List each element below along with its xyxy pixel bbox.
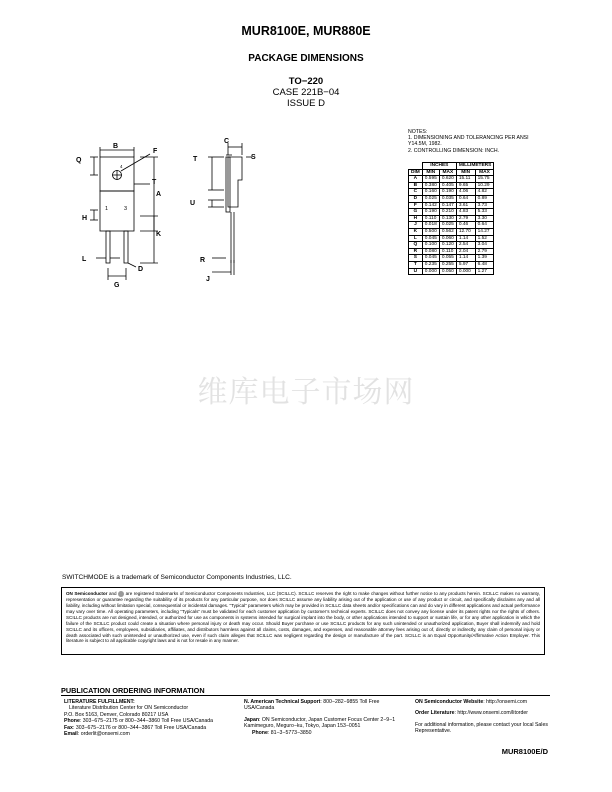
dim-value: 5.33	[475, 209, 494, 216]
lit-fax-label: Fax	[64, 724, 73, 731]
dim-letter: H	[409, 215, 423, 222]
table-row	[409, 248, 494, 255]
header-blank	[409, 163, 423, 170]
dim-letter: L	[409, 235, 423, 242]
dim-letter: C	[409, 189, 423, 196]
na-support: : 800−282−9855 Toll Free USA/Canada	[244, 699, 380, 712]
dim-value: 3.73	[475, 202, 494, 209]
dim-value: 0.160	[422, 189, 439, 196]
package-case: CASE 221B−04	[272, 87, 340, 98]
dim-value: 15.11	[456, 176, 475, 183]
notes	[408, 129, 568, 154]
japan-phone: : 81−3−5773−3850	[267, 729, 312, 736]
website-info	[415, 699, 555, 735]
label-s: S	[251, 154, 256, 161]
label-u: U	[190, 200, 196, 207]
watermark: 维库电子市场网	[197, 375, 415, 410]
dim-letter: B	[409, 182, 423, 189]
table-row	[409, 242, 494, 249]
dim-value: 0.000	[456, 268, 475, 275]
dim-value: 0.46	[456, 222, 475, 229]
table-row	[409, 195, 494, 202]
table-row	[409, 228, 494, 235]
dim-value: 1.14	[456, 235, 475, 242]
pin-3-label: 3	[124, 206, 128, 212]
web-label: ON Semiconductor Website	[415, 699, 484, 705]
column-header: DIM	[409, 169, 423, 176]
order-literature-link[interactable]: : http://www.onsemi.com/litorder	[454, 710, 529, 717]
lit-heading: LITERATURE FULFILLMENT:	[64, 699, 135, 705]
label-l: L	[82, 256, 87, 263]
dim-value: 0.142	[422, 202, 439, 209]
label-g: G	[114, 282, 120, 289]
order-label: Order Literature	[415, 710, 455, 717]
document-title: MUR8100E, MUR880E	[241, 24, 371, 38]
dim-value: 0.210	[439, 209, 456, 216]
label-k: K	[156, 231, 162, 238]
table-row	[409, 222, 494, 229]
literature-fulfillment	[64, 699, 244, 737]
na-label: N. American Technical Support	[244, 699, 321, 705]
japan-phone-label: Phone	[252, 729, 268, 736]
dim-value: 4.82	[475, 189, 494, 196]
package-issue: ISSUE D	[286, 98, 325, 109]
pin-4-label: 4	[120, 164, 123, 169]
dim-value: 0.100	[422, 242, 439, 249]
dim-value: 0.130	[439, 215, 456, 222]
lead-1	[106, 231, 110, 263]
table-body	[409, 176, 494, 275]
dim-value: 0.562	[439, 228, 456, 235]
contact-note: For additional information, please contact your local Sales Representative.	[415, 721, 548, 735]
dim-value: 3.61	[456, 202, 475, 209]
legal-brand: ON Semiconductor	[66, 591, 108, 597]
package-info	[0, 76, 612, 109]
dim-value: 0.235	[422, 261, 439, 268]
header-inches: INCHES	[422, 163, 456, 170]
table-row	[409, 182, 494, 189]
dim-value: 4.06	[456, 189, 475, 196]
note-line: Y14.5M, 1982.	[408, 141, 442, 148]
dim-letter: R	[409, 248, 423, 255]
dim-letter: A	[409, 176, 423, 183]
dim-value: 2.04	[456, 248, 475, 255]
label-b: B	[113, 143, 119, 150]
dim-value: 5.97	[456, 261, 475, 268]
japan-support: : ON Semiconductor, Japan Customer Focus Center 2−9−1 Kamimeguro, Meguro−ku, Tokyo, Japan 153−0051	[244, 716, 396, 730]
dim-value: 3.30	[475, 215, 494, 222]
dim-letter: U	[409, 268, 423, 275]
label-j: J	[206, 276, 210, 283]
dim-value: 1.52	[475, 235, 494, 242]
trademark-notice: SWITCHMODE is a trademark of Semiconductor Components Industries, LLC.	[62, 574, 292, 581]
label-q: Q	[76, 157, 82, 164]
table-header-top	[409, 163, 494, 170]
notes-heading: NOTES:	[408, 129, 428, 135]
table-row	[409, 268, 494, 275]
dim-value: 0.89	[475, 195, 494, 202]
dimension-table	[408, 162, 494, 275]
on-logo-icon	[118, 591, 124, 597]
table-row	[409, 261, 494, 268]
dim-value: 12.70	[456, 228, 475, 235]
dim-letter: G	[409, 209, 423, 216]
dim-letter: T	[409, 261, 423, 268]
japan-label: Japan	[244, 716, 259, 723]
lit-phone: : 303−675−2175 or 800−344−3860 Toll Free USA/Canada	[79, 718, 214, 725]
dim-value: 15.75	[475, 176, 494, 183]
column-header: MAX	[439, 169, 456, 176]
dim-value: 0.620	[439, 176, 456, 183]
dim-value: 0.060	[439, 235, 456, 242]
dim-value: 0.080	[422, 248, 439, 255]
dim-value: 0.190	[422, 209, 439, 216]
table-row	[409, 202, 494, 209]
dim-value: 0.190	[439, 189, 456, 196]
dim-letter: Q	[409, 242, 423, 249]
dim-value: 9.65	[456, 182, 475, 189]
label-t: T	[152, 179, 157, 186]
legal-text: are registered trademarks of Semiconductor Components Industries, LLC (SCILLC). SCILLC reserves the right to make changes without further notice to any products herein. SCILLC makes no warranty, representation or guarantee regarding the suitability of its products for any particular purpose, nor does SCILLC assume any liability arising out of the application or use of any product or circuit, and specifically disclaims any and all liability, including without limitation special, consequential or incidental damages. “Typical” parameters which may be provided in SCILLC data sheets and/or specifications can and do vary in different applications and actual performance may vary over time. All operating parameters, including “Typicals” must be validated for each customer application by customer’s technical experts. SCILLC does not convey any license under its patent rights nor the rights of others. SCILLC products are not designed, intended, or authorized for use as components in systems intended for surgical implant into the body, or other applications intended to support or sustain life, or for any other application in which the failure of the SCILLC product could create a situation where personal injury or death may occur. Should Buyer purchase or use SCILLC products for any such unintended or unauthorized application, Buyer shall indemnify and hold SCILLC and its officers, employees, subsidiaries, affiliates, and distributors harmless against all claims, costs, damages, and expenses, and reasonable attorney fees arising out of, directly or indirectly, any claim of personal injury or death associated with such unintended or unauthorized use, even if such claim alleges that SCILLC was negligent regarding the design or manufacture of the part. SCILLC is an Equal Opportunity/Affirmative Action Employer. This literature is subject to all applicable copyright laws and is not for resale in any manner.	[66, 591, 540, 644]
dim-value: 0.64	[456, 195, 475, 202]
lit-phone-label: Phone	[64, 718, 80, 725]
dim-value: 0.018	[422, 222, 439, 229]
lit-line2: P.O. Box 5163, Denver, Colorado 80217 USA	[64, 711, 169, 718]
label-f: F	[153, 148, 158, 155]
label-a: A	[156, 191, 162, 198]
legal-disclaimer	[61, 587, 545, 655]
dim-value: 0.405	[439, 182, 456, 189]
label-r: R	[200, 257, 206, 264]
dim-value: 0.500	[422, 228, 439, 235]
dim-value: 1.39	[475, 255, 494, 262]
website-link[interactable]: : http://onsemi.com	[483, 699, 528, 705]
table-row	[409, 255, 494, 262]
table-header	[409, 169, 494, 176]
dim-value: 14.27	[475, 228, 494, 235]
dim-value: 0.110	[439, 248, 456, 255]
table-row	[409, 209, 494, 216]
dim-letter: F	[409, 202, 423, 209]
label-t-side: T	[193, 156, 198, 163]
lit-line1: Literature Distribution Center for ON Semiconductor	[69, 705, 189, 712]
dim-value: 4.83	[456, 209, 475, 216]
table-row	[409, 235, 494, 242]
dim-value: 6.48	[475, 261, 494, 268]
dim-value: 2.79	[456, 215, 475, 222]
dim-value: 0.050	[439, 268, 456, 275]
dim-value: 0.147	[439, 202, 456, 209]
note-line: 2. CONTROLLING DIMENSION: INCH.	[408, 147, 500, 154]
dim-value: 1.14	[456, 255, 475, 262]
pin-1-label: 1	[105, 206, 109, 212]
table-row	[409, 215, 494, 222]
dim-letter: S	[409, 255, 423, 262]
dim-value: 0.380	[422, 182, 439, 189]
dim-value: 0.000	[422, 268, 439, 275]
dim-value: 0.045	[422, 255, 439, 262]
section-title: PACKAGE DIMENSIONS	[248, 53, 364, 64]
dim-value: 2.54	[456, 242, 475, 249]
dim-value: 0.025	[439, 222, 456, 229]
label-h: H	[82, 215, 88, 222]
dim-letter: K	[409, 228, 423, 235]
lit-email[interactable]: : orderlit@onsemi.com	[77, 731, 130, 738]
lead-3	[124, 231, 128, 263]
label-d: D	[138, 266, 144, 273]
dim-letter: J	[409, 222, 423, 229]
dim-value: 0.120	[439, 242, 456, 249]
front-view-drawing	[70, 140, 180, 290]
table-row	[409, 189, 494, 196]
dim-letter: D	[409, 195, 423, 202]
column-header: MIN	[422, 169, 439, 176]
dim-value: 0.255	[439, 261, 456, 268]
document-number: MUR8100E/D	[501, 747, 548, 756]
dim-value: 0.595	[422, 176, 439, 183]
legal-and: and	[107, 591, 119, 597]
dim-value: 2.79	[475, 248, 494, 255]
dim-value: 0.025	[422, 195, 439, 202]
dim-value: 0.110	[422, 215, 439, 222]
side-view-drawing	[180, 135, 270, 285]
lit-email-label: Email	[64, 731, 78, 738]
lit-fax: : 303−675−2176 or 800−344−3867 Toll Free USA/Canada	[72, 724, 207, 731]
publication-title: PUBLICATION ORDERING INFORMATION	[61, 686, 205, 695]
dim-value: 10.29	[475, 182, 494, 189]
dim-value: 3.04	[475, 242, 494, 249]
label-c: C	[224, 138, 230, 145]
publication-divider	[61, 695, 550, 696]
dim-value: 0.035	[439, 195, 456, 202]
dim-value: 1.27	[475, 268, 494, 275]
column-header: MIN	[456, 169, 475, 176]
dim-value: 0.055	[439, 255, 456, 262]
dim-value: 0.64	[475, 222, 494, 229]
technical-support	[244, 699, 408, 736]
table-row	[409, 176, 494, 183]
note-line: 1. DIMENSIONING AND TOLERANCING PER ANSI	[408, 135, 529, 142]
header-millimeters: MILLIMETERS	[456, 163, 494, 170]
dim-value: 0.045	[422, 235, 439, 242]
package-name: TO−220	[288, 76, 324, 87]
column-header: MAX	[475, 169, 494, 176]
